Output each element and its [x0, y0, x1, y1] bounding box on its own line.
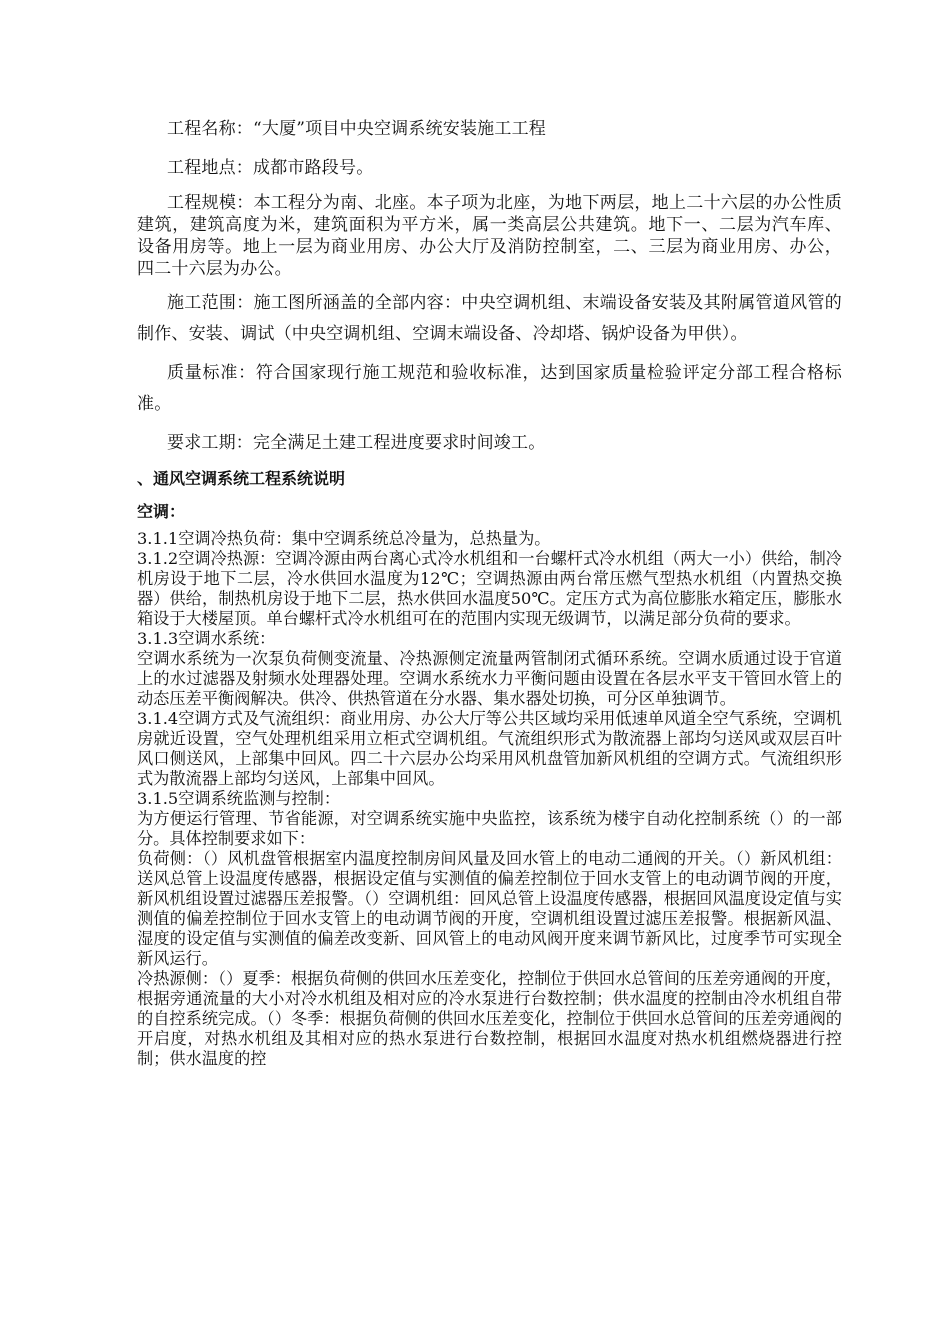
hvac-description: [137, 529, 842, 1069]
load-side-control: 负荷侧：（）风机盘管根据室内温度控制房间风量及回水管上的电动二通阀的开关。（）新风机组：送风总管上设温度传感器，根据设定值与实测值的偏差控制位于回水支管上的电动调节阀的开度，新风机组设置过滤器压差报警。（）空调机组：回风总管上设温度传感器，根据回风温度设定值与实测值的偏差控制位于回水支管上的电动调节阀的开度，空调机组设置过滤压差报警。根据新风温、湿度的设定值与实测值的偏差改变新、回风管上的电动风阀开度来调节新风比，过度季节可实现全新风运行。: [137, 849, 842, 968]
cooling-heating-source: 3.1.2空调冷热源：空调冷源由两台离心式冷水机组和一台螺杆式冷水机组（两大一小）供给，制冷机房设于地下二层，冷水供回水温度为12℃；空调热源由两台常压燃气型热水机组（内置热交换器）供给，制热机房设于地下二层，热水供回水温度50℃。定压方式为高位膨胀水箱定压，膨胀水箱设于大楼屋顶。单台螺杆式冷水机组可在的范围内实现无级调节，以满足部分负荷的要求。: [137, 549, 842, 628]
construction-scope: 施工范围：施工图所涵盖的全部内容：中央空调机组、末端设备安装及其附属管道风管的制作、安装、调试（中央空调机组、空调末端设备、冷却塔、锅炉设备为甲供）。: [137, 293, 842, 344]
project-overview: [137, 114, 842, 467]
project-scale: 工程规模：本工程分为南、北座。本子项为北座，为地下两层，地上二十六层的办公性质建筑，建筑高度为米，建筑面积为平方米，属一类高层公共建筑。地下一、二层为汽车库、设备用房等。地上一层为商业用房、办公大厅及消防控制室，二、三层为商业用房、办公，四二十六层为办公。: [137, 193, 842, 279]
quality-standard: 质量标准：符合国家现行施工规范和验收标准，达到国家质量检验评定分部工程合格标准。: [137, 363, 842, 414]
monitoring-title: 3.1.5空调系统监测与控制：: [137, 789, 341, 808]
cooling-heating-load: 3.1.1空调冷热负荷：集中空调系统总冷量为，总热量为。: [137, 529, 551, 548]
source-side-control: 冷热源侧：（）夏季：根据负荷侧的供回水压差变化，控制位于供回水总管间的压差旁通阀的开度，根据旁通流量的大小对冷水机组及相对应的冷水泵进行台数控制；供水温度的控制由冷水机组自带的自控系统完成。（）冬季：根据负荷侧的供回水压差变化，控制位于供回水总管间的压差旁通阀的开启度，对热水机组及其相对应的热水泵进行台数控制，根据回水温度对热水机组燃烧器进行控制；供水温度的控: [137, 969, 842, 1068]
water-system-text: 空调水系统为一次泵负荷侧变流量、冷热源侧定流量两管制闭式循环系统。空调水质通过设于官道上的水过滤器及射频水处理器处理。空调水系统水力平衡问题由设置在各层水平支干管回水管上的动态压差平衡阀解决。供冷、供热管道在分水器、集水器处切换，可分区单独调节。: [137, 649, 842, 708]
airflow-organization: 3.1.4空调方式及气流组织：商业用房、办公大厅等公共区域均采用低速单风道全空气系统，空调机房就近设置，空气处理机组采用立柜式空调机组。气流组织形式为散流器上部均匀送风或双层百叶风口侧送风，上部集中回风。四二十六层办公均采用风机盘管加新风机组的空调方式。气流组织形式为散流器上部均匀送风，上部集中回风。: [137, 709, 842, 788]
monitoring-intro: 为方便运行管理、节省能源，对空调系统实施中央监控，该系统为楼宇自动化控制系统（）的一部分。具体控制要求如下：: [137, 809, 842, 848]
project-location: 工程地点：成都市路段号。: [167, 158, 374, 178]
project-name: 工程名称：“大厦”项目中央空调系统安装施工工程: [167, 119, 546, 139]
construction-period: 要求工期：完全满足土建工程进度要求时间竣工。: [167, 433, 546, 453]
water-system-title: 3.1.3空调水系统：: [137, 629, 276, 648]
section-heading: 、通风空调系统工程系统说明: [137, 469, 346, 488]
sub-heading: 空调：: [137, 502, 186, 521]
